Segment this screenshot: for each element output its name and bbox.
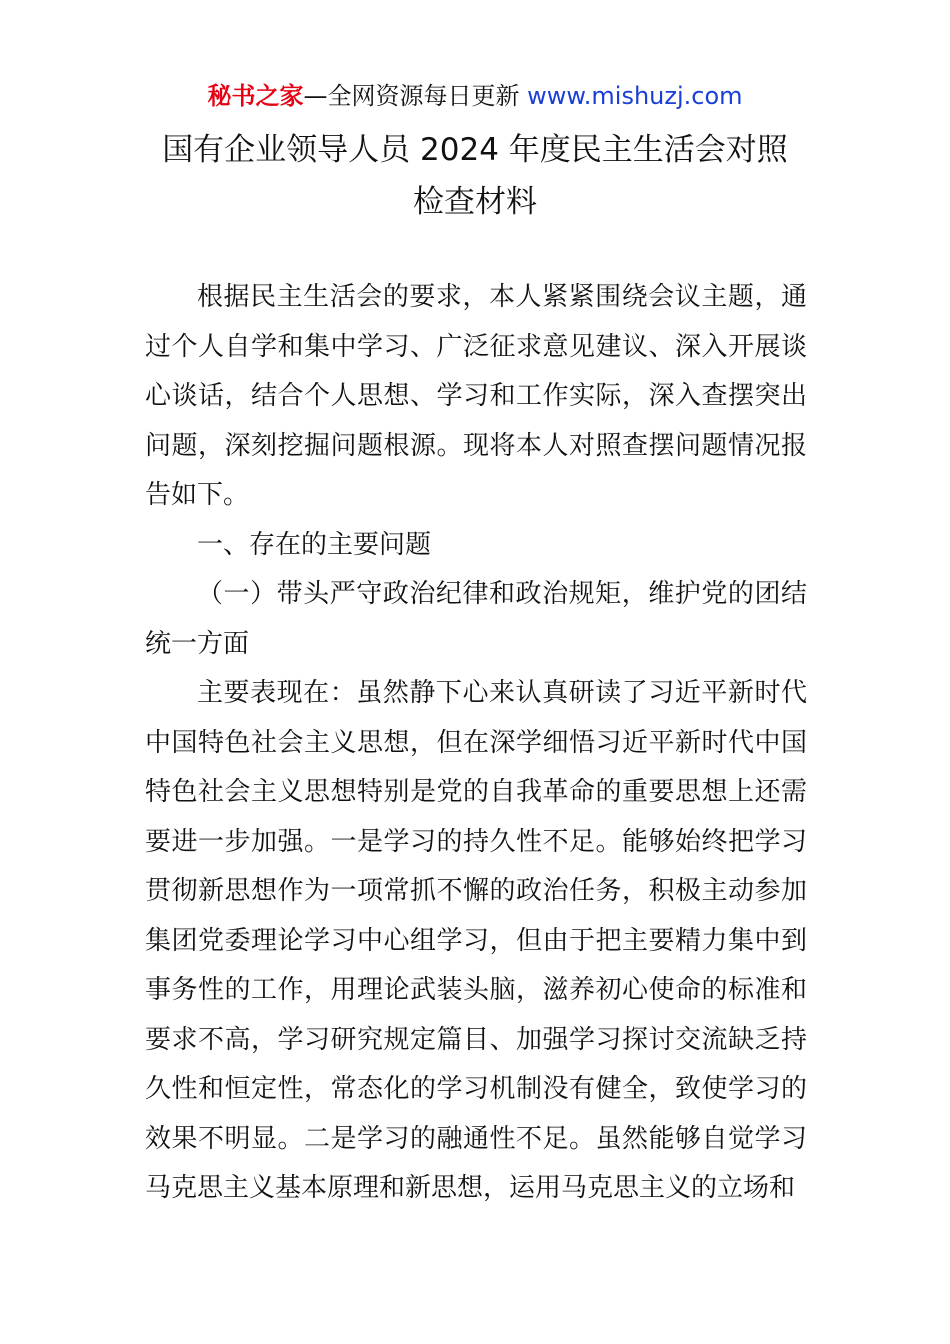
document-body <box>145 273 807 1214</box>
site-brand: 秘书之家 <box>207 82 304 110</box>
intro-paragraph: 根据民主生活会的要求，本人紧紧围绕会议主题，通过个人自学和集中学习、广泛征求意见建议、深入开展谈心谈话，结合个人思想、学习和工作实际，深入查摆突出问题，深刻挖掘问题根源。现将本人对照查摆问题情况报告如下。 <box>145 282 807 510</box>
site-url-link[interactable]: www.mishuzj.com <box>527 82 743 110</box>
site-slogan: —全网资源每日更新 <box>303 82 528 110</box>
subsection-heading: （一）带头严守政治纪律和政治规矩，维护党的团结统一方面 <box>145 579 807 659</box>
body-paragraph: 主要表现在：虽然静下心来认真研读了习近平新时代中国特色社会主义思想，但在深学细悟习近平新时代中国特色社会主义思想特别是党的自我革命的重要思想上还需要进一步加强。一是学习的持久性不足。能够始终把学习贯彻新思想作为一项常抓不懈的政治任务，积极主动参加集团党委理论学习中心组学习，但由于把主要精力集中到事务性的工作，用理论武装头脑，滋养初心使命的标准和要求不高，学习研究规定篇目、加强学习探讨交流缺乏持久性和恒定性，常态化的学习机制没有健全，致使学习的效果不明显。二是学习的融通性不足。虽然能够自觉学习马克思主义基本原理和新思想，运用马克思主义的立场和 <box>145 678 807 1203</box>
site-header <box>0 78 950 114</box>
document-title-line-1: 国有企业领导人员 2024 年度民主生活会对照 <box>162 132 788 168</box>
document-title-line-2: 检查材料 <box>413 184 537 220</box>
document-title <box>120 124 830 228</box>
section-heading: 一、存在的主要问题 <box>197 529 432 560</box>
